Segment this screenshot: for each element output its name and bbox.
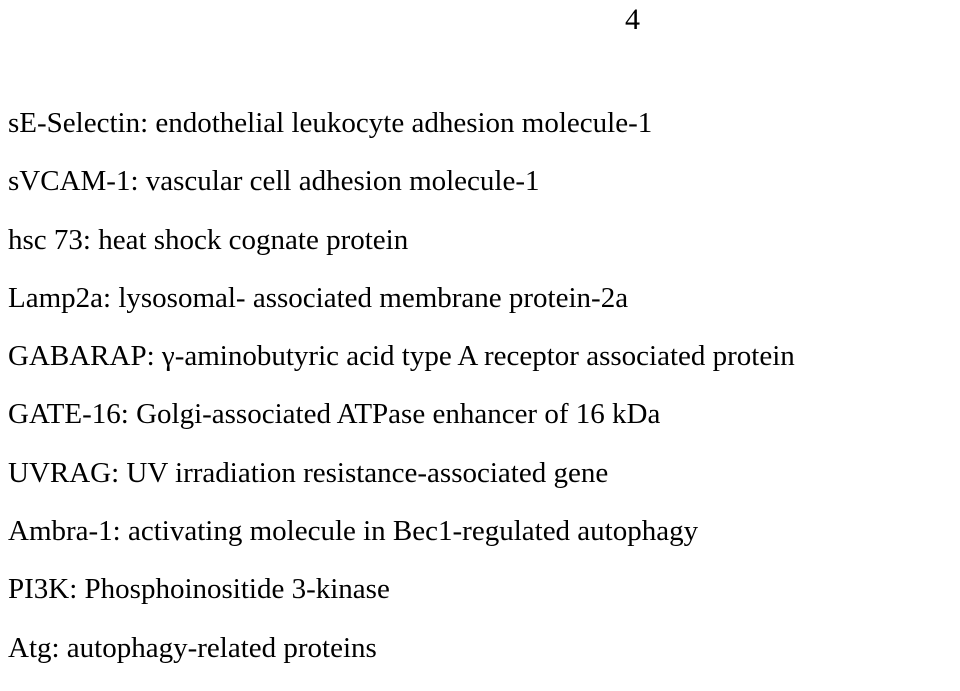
abbreviation-item-lamp2a: Lamp2a: lysosomal- associated membrane protein-2a bbox=[8, 281, 629, 314]
abbreviation-list bbox=[8, 105, 795, 666]
abbreviation-item-atg: Atg: autophagy-related proteins bbox=[8, 631, 377, 664]
abbreviation-item-uvrag: UVRAG: UV irradiation resistance-associated gene bbox=[8, 456, 609, 489]
page-number: 4 bbox=[625, 3, 640, 36]
abbreviation-item-pi3k: PI3K: Phosphoinositide 3-kinase bbox=[8, 573, 390, 606]
abbreviation-item-se-selectin: sE-Selectin: endothelial leukocyte adhesion molecule-1 bbox=[8, 107, 653, 139]
abbreviation-item-gabarap: GABARAP: γ-aminobutyric acid type A receptor associated protein bbox=[8, 340, 795, 373]
abbreviation-item-gate-16: GATE-16: Golgi-associated ATPase enhancer of 16 kDa bbox=[8, 398, 661, 431]
abbreviation-item-ambra-1: Ambra-1: activating molecule in Bec1-regulated autophagy bbox=[8, 515, 699, 548]
abbreviation-item-svcam-1: sVCAM-1: vascular cell adhesion molecule-1 bbox=[8, 165, 540, 198]
abbreviation-item-hsc-73: hsc 73: heat shock cognate protein bbox=[8, 223, 409, 256]
